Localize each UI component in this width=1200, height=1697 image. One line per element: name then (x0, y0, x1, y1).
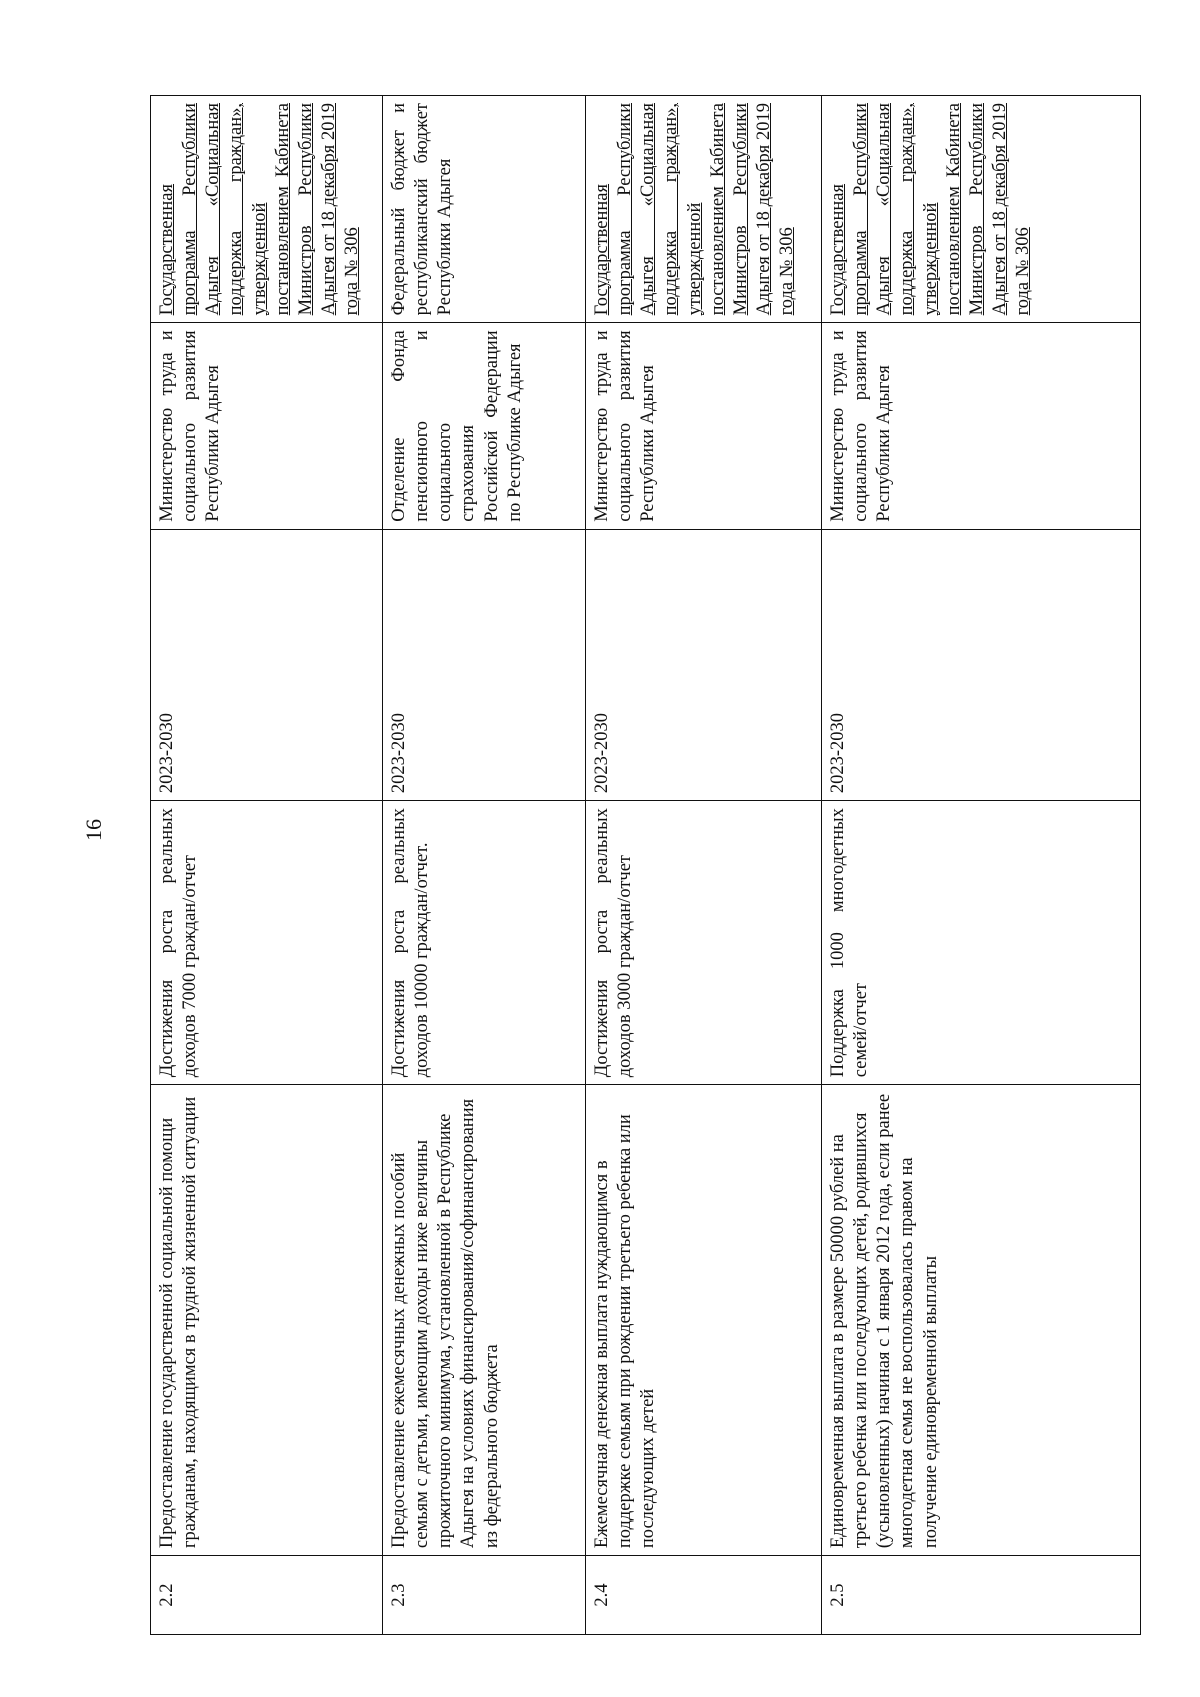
table-row (151, 96, 383, 1635)
measure-name: Единовременная выплата в размере 50000 рублей на третьего ребенка или последующих детей, родившихся (усыновленных) начиная с 1 января 2012 года, если ранее многодетная семья не воспользовалась правом на получение единовременной выплаты (822, 1085, 1141, 1556)
funding-source (151, 96, 383, 323)
period: 2023-2030 (151, 529, 383, 800)
rotated-table-wrapper (150, 95, 1140, 1635)
executor: Министерство труда и социального развития Республики Адыгея (586, 323, 822, 529)
executor: Министерство труда и социального развития Республики Адыгея (822, 323, 1141, 529)
table-row (822, 96, 1141, 1635)
table-row (586, 96, 822, 1635)
measures-table (150, 95, 1141, 1635)
funding-source (822, 96, 1141, 323)
funding-source-text: Федеральный бюджет и республиканский бюджет Республики Адыгея (389, 103, 456, 316)
funding-source-text: Государственная программа Республики Адыгея «Социальная поддержка граждан», утвержденной постановлением Кабинета Министров Республики Адыгея от 18 декабря 2019 года № 306 (157, 103, 362, 316)
funding-source-text: Государственная программа Республики Адыгея «Социальная поддержка граждан», утвержденной постановлением Кабинета Министров Республики Адыгея от 18 декабря 2019 года № 306 (592, 103, 797, 316)
indicator: Достижения роста реальных доходов 7000 граждан/отчет (151, 801, 383, 1085)
row-number: 2.2 (151, 1556, 383, 1635)
table-row (383, 96, 586, 1635)
funding-source-text: Государственная программа Республики Адыгея «Социальная поддержка граждан», утвержденной постановлением Кабинета Министров Республики Адыгея от 18 декабря 2019 года № 306 (828, 103, 1033, 316)
indicator: Достижения роста реальных доходов 3000 граждан/отчет (586, 801, 822, 1085)
measure-name: Предоставление государственной социальной помощи гражданам, находящимся в трудной жизненной ситуации (151, 1085, 383, 1556)
page-number: 16 (81, 819, 106, 841)
row-number: 2.5 (822, 1556, 1141, 1635)
funding-source (383, 96, 586, 323)
executor: Отделение Фонда пенсионного и социального страхования Российской Федерации по Республике Адыгея (383, 323, 586, 529)
period: 2023-2030 (383, 529, 586, 800)
indicator: Поддержка 1000 многодетных семей/отчет (822, 801, 1141, 1085)
row-number: 2.3 (383, 1556, 586, 1635)
executor: Министерство труда и социального развития Республики Адыгея (151, 323, 383, 529)
period: 2023-2030 (586, 529, 822, 800)
measure-name: Ежемесячная денежная выплата нуждающимся в поддержке семьям при рождении третьего ребенка или последующих детей (586, 1085, 822, 1556)
funding-source (586, 96, 822, 323)
row-number: 2.4 (586, 1556, 822, 1635)
indicator: Достижения роста реальных доходов 10000 граждан/отчет. (383, 801, 586, 1085)
measure-name: Предоставление ежемесячных денежных пособий семьям с детьми, имеющим доходы ниже величины прожиточного минимума, установленной в Республике Адыгея на условиях финансирования/софинансирования из федерального бюджета (383, 1085, 586, 1556)
period: 2023-2030 (822, 529, 1141, 800)
